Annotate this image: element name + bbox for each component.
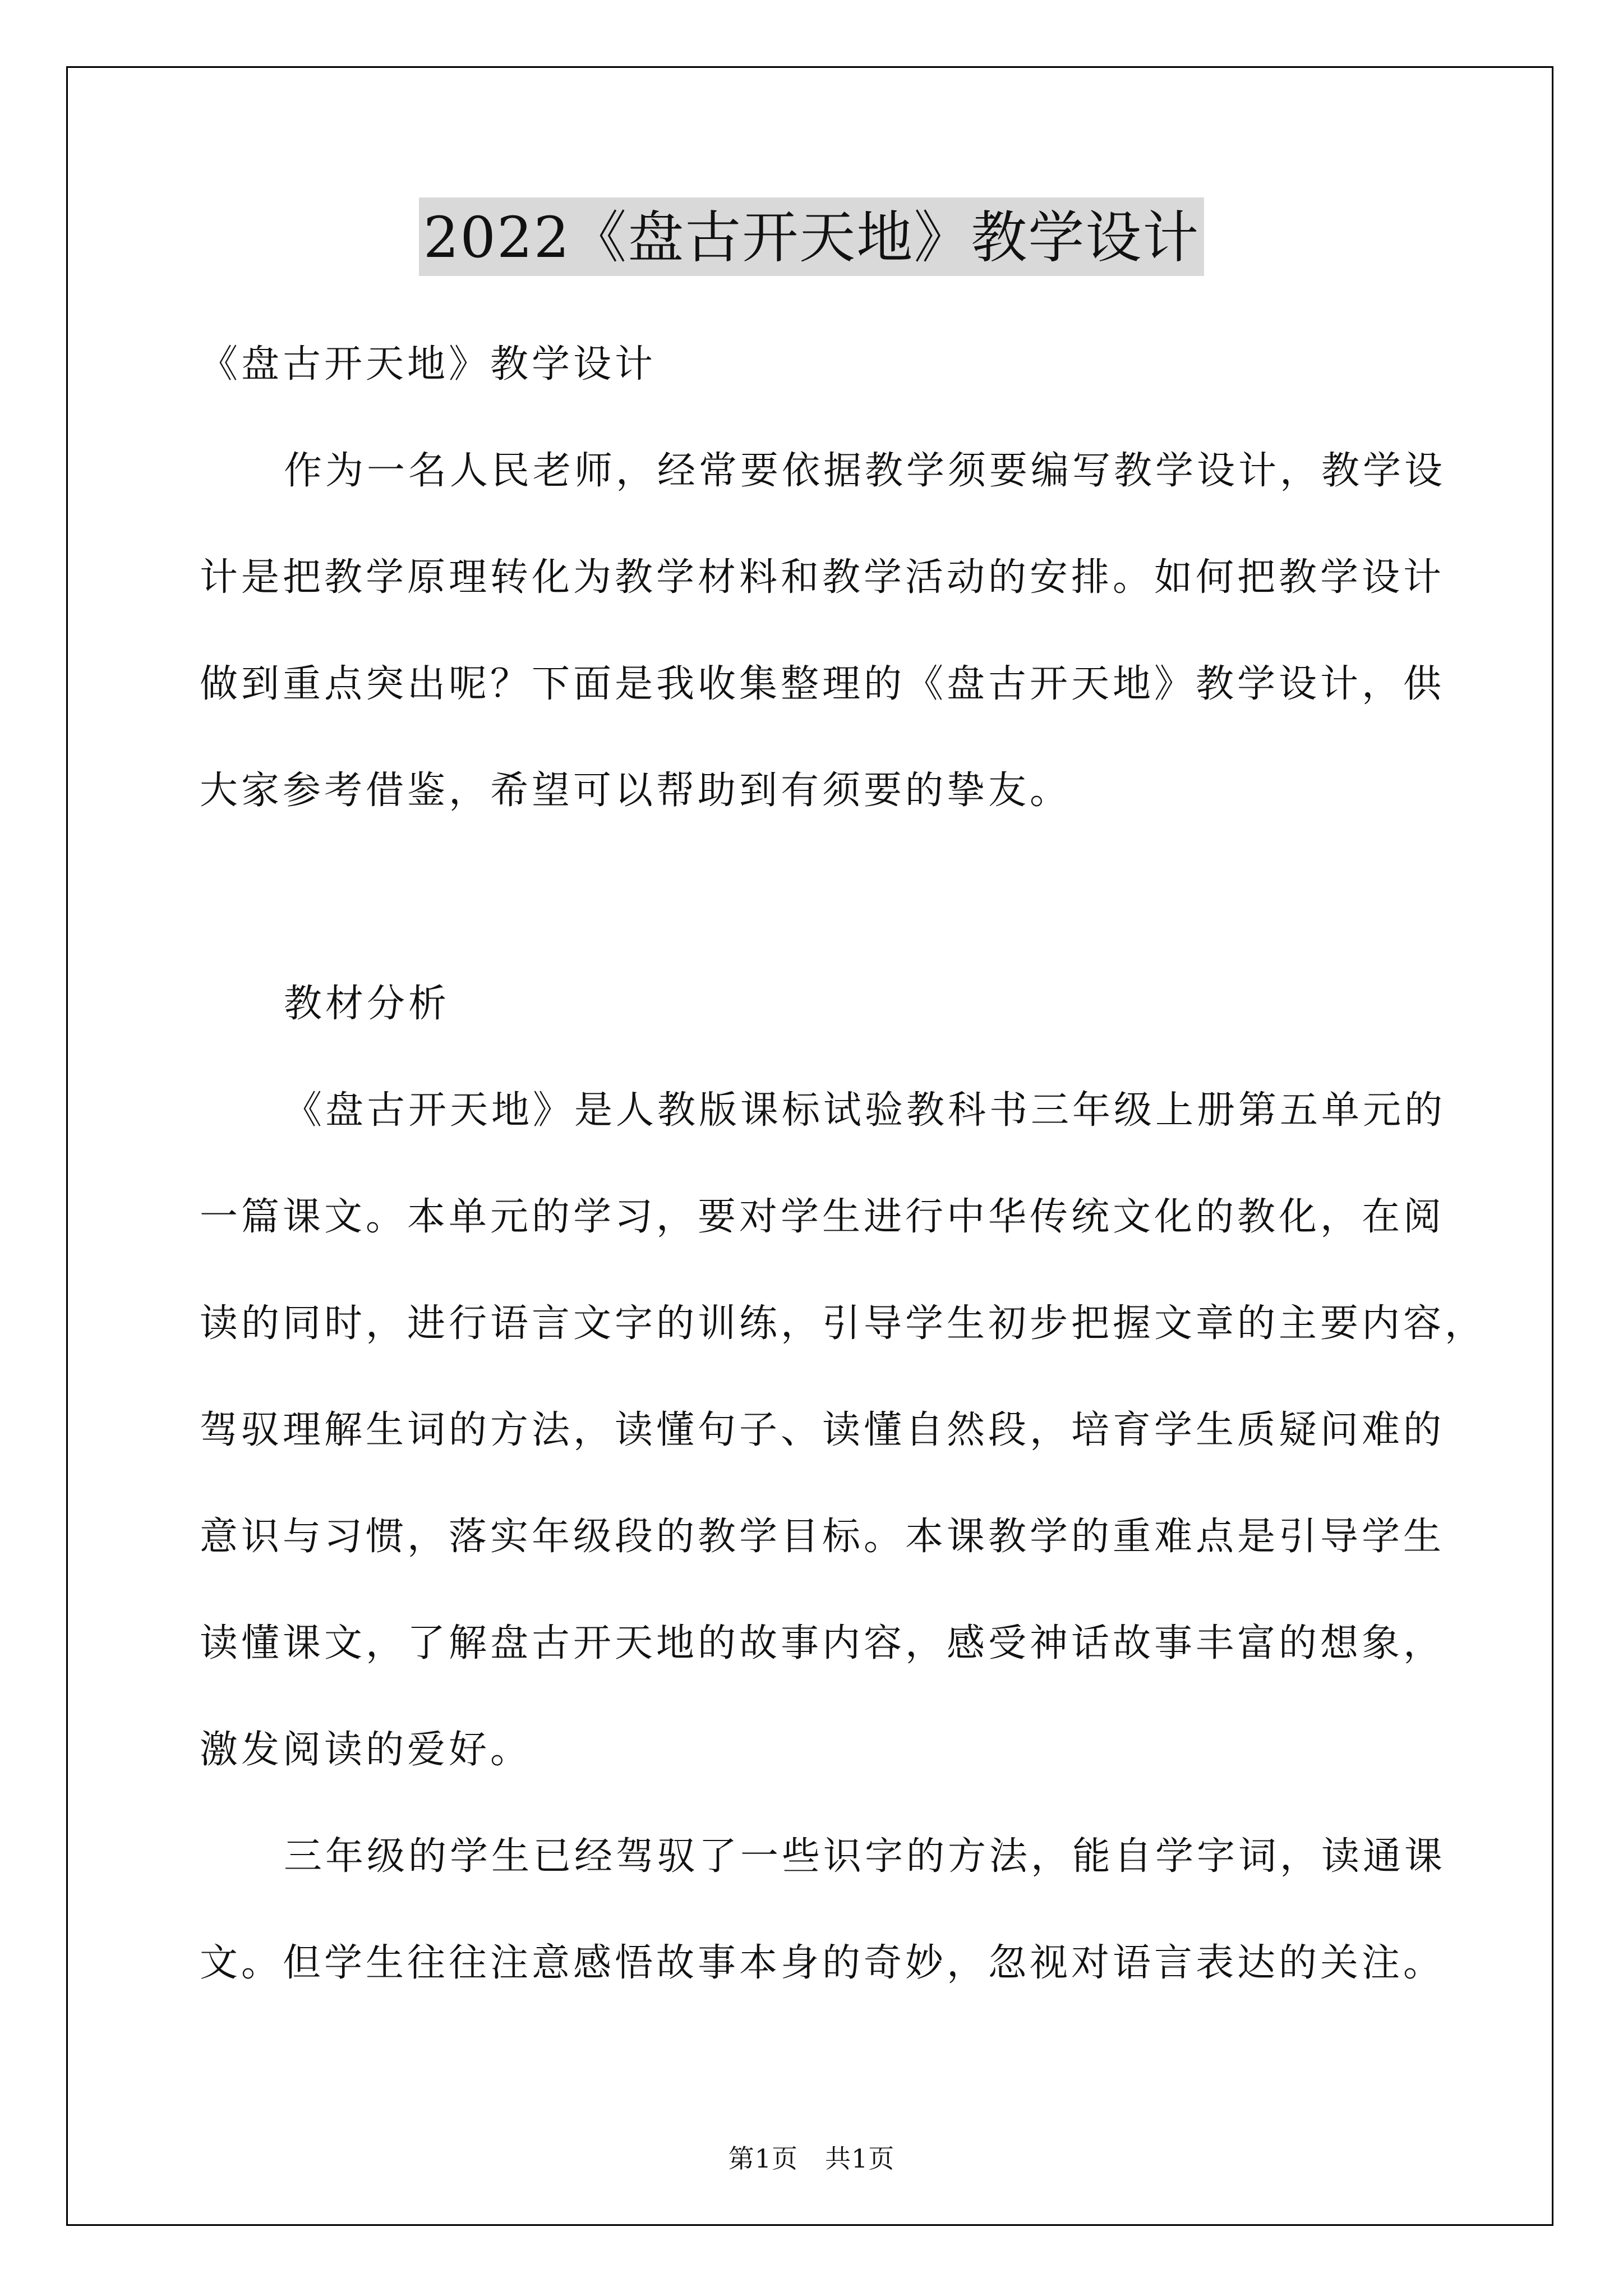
- document-body: [200, 311, 1487, 2017]
- subtitle: 《盘古开天地》教学设计: [200, 342, 657, 386]
- analysis-paragraph-line: 激发阅读的爱好。: [200, 1728, 532, 1772]
- student-paragraph-line: 三年级的学生已经驾驭了一些识字的方法，能自学字词，读通课: [284, 1834, 1446, 1879]
- analysis-paragraph-line: 意识与习惯，落实年级段的教学目标。本课教学的重难点是引导学生: [200, 1515, 1445, 1559]
- intro-paragraph-line: 做到重点突出呢？下面是我收集整理的《盘古开天地》教学设计，供: [200, 662, 1445, 706]
- analysis-paragraph-line: 读的同时，进行语言文字的训练，引导学生初步把握文章的主要内容，: [200, 1301, 1487, 1346]
- blank-line: [200, 844, 1449, 951]
- analysis-paragraph-line: 《盘古开天地》是人教版课标试验教科书三年级上册第五单元的: [284, 1088, 1446, 1133]
- intro-paragraph-line: 作为一名人民老师，经常要依据教学须要编写教学设计，教学设: [284, 449, 1446, 493]
- analysis-paragraph-line: 读懂课文，了解盘古开天地的故事内容，感受神话故事丰富的想象，: [200, 1621, 1445, 1665]
- student-paragraph-line: 文。但学生往往注意感悟故事本身的奇妙，忽视对语言表达的关注。: [200, 1941, 1445, 1985]
- page-footer: [0, 2138, 1623, 2175]
- page-total: 共1页: [825, 2143, 895, 2174]
- intro-paragraph-line: 大家参考借鉴，希望可以帮助到有须要的挚友。: [200, 769, 1072, 813]
- document-title: [0, 197, 1623, 276]
- intro-paragraph-line: 计是把教学原理转化为教学材料和教学活动的安排。如何把教学设计: [200, 555, 1445, 600]
- analysis-paragraph-line: 驾驭理解生词的方法，读懂句子、读懂自然段，培育学生质疑问难的: [200, 1408, 1445, 1452]
- document-title-text: 2022《盘古开天地》教学设计: [419, 197, 1205, 276]
- section-heading: 教材分析: [284, 982, 450, 1026]
- page-number: 第1页: [728, 2143, 798, 2174]
- analysis-paragraph-line: 一篇课文。本单元的学习，要对学生进行中华传统文化的教化，在阅: [200, 1195, 1445, 1239]
